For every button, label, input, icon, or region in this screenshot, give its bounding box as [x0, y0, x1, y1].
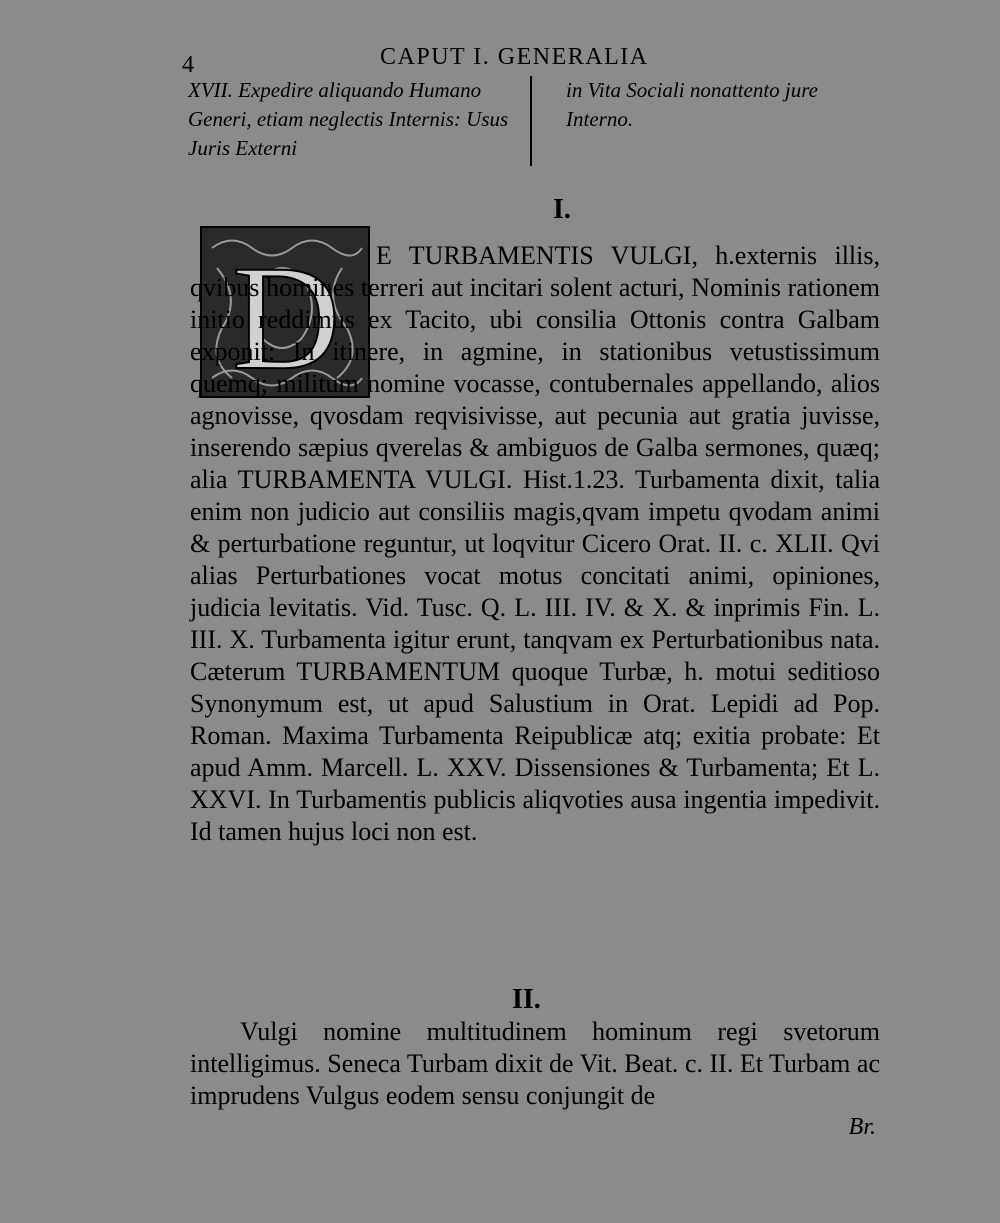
section-numeral-1: I. — [553, 194, 571, 225]
marginal-summary-left: XVII. Expedire aliquando Humano Generi, etiam neglectis Internis: Usus Juris Externi — [188, 76, 532, 166]
paragraph-1-body: E TURBAMENTIS VULGI, h.externis illis, qvibus homines terreri aut incitari solent acturi, Nominis rationem initio reddimus ex Tacito, ubi consilia Ottonis contra Galbam exponit: In itinere, in agmine, in stationibus vetustissimum quemq; militum nomine vocasse, contubernales appellando, alios agnovisse, qvosdam reqvisivisse, aut pecunia aut gratia juvisse, inserendo sæpius qverelas & ambiguos de Galba sermones, quæq; alia TURBAMENTA VULGI. Hist.1.23. Turbamenta dixit, talia enim non judicio aut consiliis magis,qvam impetu qvodam animi & perturbatione reguntur, ut loqvitur Cicero Orat. II. c. XLII. Qvi alias Perturbationes vocat motus concitati animi, opiniones, judicia levitatis. Vid. Tusc. Q. L. III. IV. & X. & inprimis Fin. L. III. X. Turbamenta igitur erunt, tanqvam ex Perturbationibus nata. Cæterum TURBAMENTUM quoque Turbæ, h. motui seditioso Synonymum est, ut apud Salustium in Orat. Lepidi ad Pop. Roman. Maxima Turbamenta Reipublicæ atq; exitia probate: Et apud Amm. Marcell. L. XXV. Dissensiones & Turbamenta; Et L. XXVI. In Turbamentis publicis aliqvoties ausa ingentia impedivit. Id tamen hujus loci non est. — [190, 241, 880, 846]
paragraph-1-text — [190, 240, 880, 848]
catchword: Br. — [848, 1114, 876, 1140]
marginal-summary-right: in Vita Sociali nonattento jure Interno. — [566, 78, 818, 131]
page-number: 4 — [182, 52, 194, 78]
paragraph-2-body: Vulgi nomine multitudinem hominum regi svetorum intelligimus. Seneca Turbam dixit de Vit. Beat. c. II. Et Turbam ac imprudens Vulgus eodem sensu conjungit de — [190, 1017, 880, 1110]
paragraph-2-text — [190, 1016, 880, 1112]
section-numeral-2: II. — [512, 984, 541, 1015]
running-head: CAPUT I. GENERALIA — [380, 44, 649, 70]
drop-cap-letter: D — [232, 235, 341, 396]
